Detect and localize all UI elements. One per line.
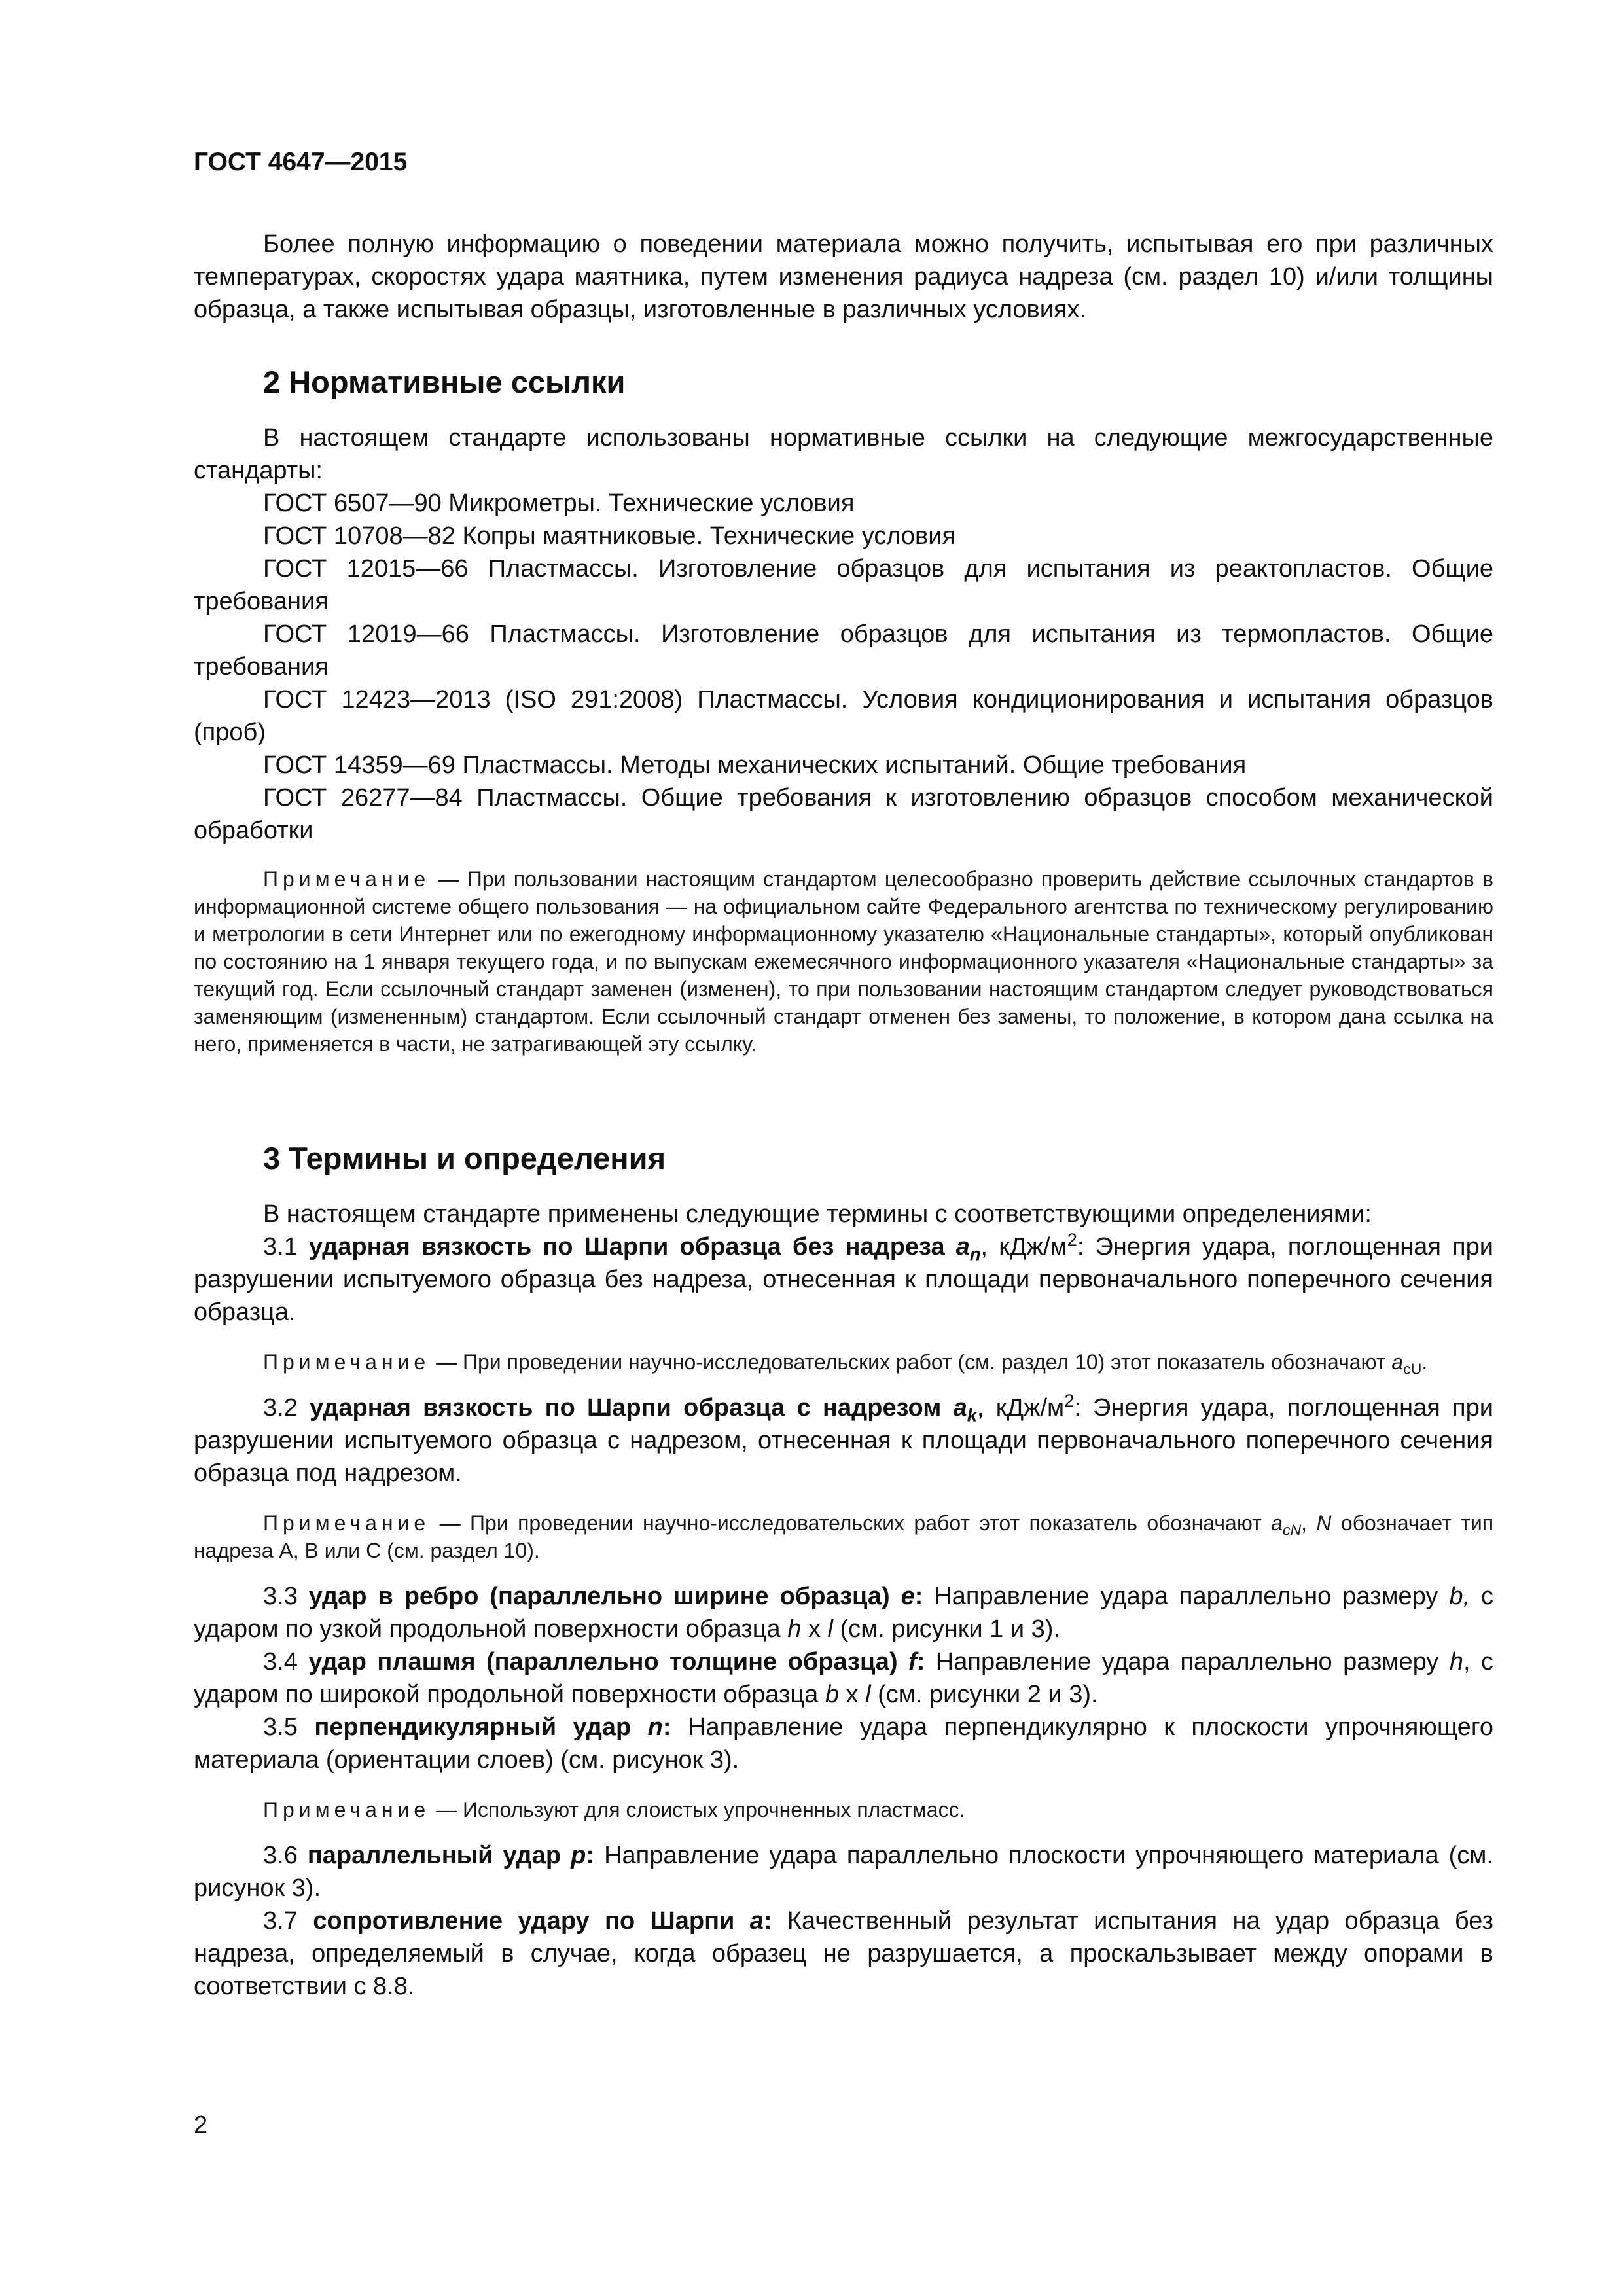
section-3-title: 3 Термины и определения (263, 1141, 666, 1175)
section-2-note: Примечание — При пользовании настоящим стандартом целесообразно проверить действие ссылочных стандартов в информационной системе общего пользования — на официальном сайте Федерального агентства по техническому регулированию и метрологии в сети Интернет или по ежегодному информационному указателю «Национальные стандарты», который опубликован по состоянию на 1 января текущего года, и по выпускам ежемесячного информационного указателя «Национальные стандарты» за текущий год. Если ссылочный стандарт заменен (изменен), то при пользовании настоящим стандартом следует руководствоваться заменяющим (измененным) стандартом. Если ссылочный стандарт отменен без замены, то положение, в котором дана ссылка на него, применяется в части, не затрагивающей эту ссылку. (194, 867, 1494, 1056)
note-3-1: Примечание — При проведении научно-исследовательских работ (см. раздел 10) этот показатель обозначают $a_{cU}$. (263, 1350, 1428, 1378)
term-name: параллельный удар (307, 1842, 571, 1869)
term-3-1: 3.1 ударная вязкость по Шарпи образца без надреза $a_n$, кДж/$м^2$: Энергия удара, поглощенная при разрушении испытуемого образца без надреза, отнесенная к площади первоначального поперечного сечения образца. (194, 1229, 1493, 1326)
term-name: сопротивление удару по Шарпи (313, 1907, 750, 1935)
term-3-5: 3.5 перпендикулярный удар n: Направление удара перпендикулярно к плоскости упрочняющего материала (ориентации слоев) (см. рисунок 3). (194, 1713, 1493, 1774)
term-3-3: 3.3 удар в ребро (параллельно ширине образца) e: Направление удара параллельно размеру b, с ударом по узкой продольной поверхности образца h x l (см. рисунки 1 и 3). (194, 1583, 1493, 1643)
ref-item: ГОСТ 14359—69 Пластмассы. Методы механических испытаний. Общие требования (263, 751, 1247, 779)
term-3-4: 3.4 удар плашмя (параллельно толщине образца) f: Направление удара параллельно размеру h, с ударом по широкой продольной поверхности образца b x l (см. рисунки 2 и 3). (194, 1648, 1493, 1708)
section-2-lead: В настоящем стандарте использованы нормативные ссылки на следующие межгосударственные стандарты: (194, 424, 1493, 484)
ref-item: ГОСТ 6507—90 Микрометры. Технические условия (263, 490, 855, 517)
note-3-5: Примечание — Используют для слоистых упрочненных пластмасс. (263, 1798, 965, 1821)
term-name: ударная вязкость по Шарпи образца с надрезом (310, 1394, 954, 1422)
term-name: удар в ребро (параллельно ширине образца) (308, 1583, 901, 1610)
section-3-body (194, 1198, 1493, 2003)
section-3-lead: В настоящем стандарте применены следующие термины с соответствующими определениями: (263, 1200, 1372, 1228)
term-3-7: 3.7 сопротивление удару по Шарпи a: Качественный результат испытания на удар образца без надреза, определяемый в случае, когда образец не разрушается, а проскальзывает между опорами в соответствии с 8.8. (194, 1907, 1493, 2000)
term-name: удар плашмя (параллельно толщине образца) (308, 1648, 909, 1676)
ref-item: ГОСТ 12423—2013 (ISO 291:2008) Пластмассы. Условия кондиционирования и испытания образцов (проб) (194, 686, 1493, 746)
note-label: Примечание (263, 867, 431, 891)
section-2-body (194, 422, 1493, 1058)
running-header: ГОСТ 4647—2015 (194, 148, 408, 176)
intro-paragraph: Более полную информацию о поведении материала можно получить, испытывая его при различных температурах, скоростях удара маятника, путем изменения радиуса надреза (см. раздел 10) и/или толщины образца, а также испытывая образцы, изготовленные в различных условиях. (194, 230, 1493, 323)
term-name: перпендикулярный удар (314, 1713, 648, 1741)
section-2-title: 2 Нормативные ссылки (263, 365, 626, 399)
term-name: ударная вязкость по Шарпи образца без надреза (308, 1233, 956, 1261)
page-number: 2 (194, 2111, 208, 2139)
note-3-2: Примечание — При проведении научно-исследовательских работ этот показатель обозначают $a_{cN}$, N обозначает тип надреза А, В или С (см. раздел 10). (194, 1511, 1494, 1562)
ref-item: ГОСТ 26277—84 Пластмассы. Общие требования к изготовлению образцов способом механической обработки (194, 784, 1493, 844)
ref-item: ГОСТ 12015—66 Пластмассы. Изготовление образцов для испытания из реактопластов. Общие требования (194, 555, 1493, 615)
note-text: При пользовании настоящим стандартом целесообразно проверить действие ссылочных стандартов в информационной системе общего пользования — на официальном сайте Федерального агентства по техническому регулированию и метрологии в сети Интернет или по ежегодному информационному указателю «Национальные стандарты», который опубликован по состоянию на 1 января текущего года, и по выпускам ежемесячного информационного указателя «Национальные стандарты» за текущий год. Если ссылочный стандарт заменен (изменен), то при пользовании настоящим стандартом следует руководствоваться заменяющим (измененным) стандартом. Если ссылочный стандарт отменен без замены, то положение, в котором дана ссылка на него, применяется в части, не затрагивающей эту ссылку. (194, 867, 1494, 1056)
term-3-2: 3.2 ударная вязкость по Шарпи образца с надрезом $a_k$, кДж/$м^2$: Энергия удара, поглощенная при разрушении испытуемого образца с надрезом, отнесенная к площади первоначального поперечного сечения образца под надрезом. (194, 1390, 1493, 1487)
ref-item: ГОСТ 12019—66 Пластмассы. Изготовление образцов для испытания из термопластов. Общие требования (194, 620, 1493, 681)
term-3-6: 3.6 параллельный удар p: Направление удара параллельно плоскости упрочняющего материала (см. рисунок 3). (194, 1842, 1493, 1902)
ref-item: ГОСТ 10708—82 Копры маятниковые. Технические условия (263, 522, 956, 550)
